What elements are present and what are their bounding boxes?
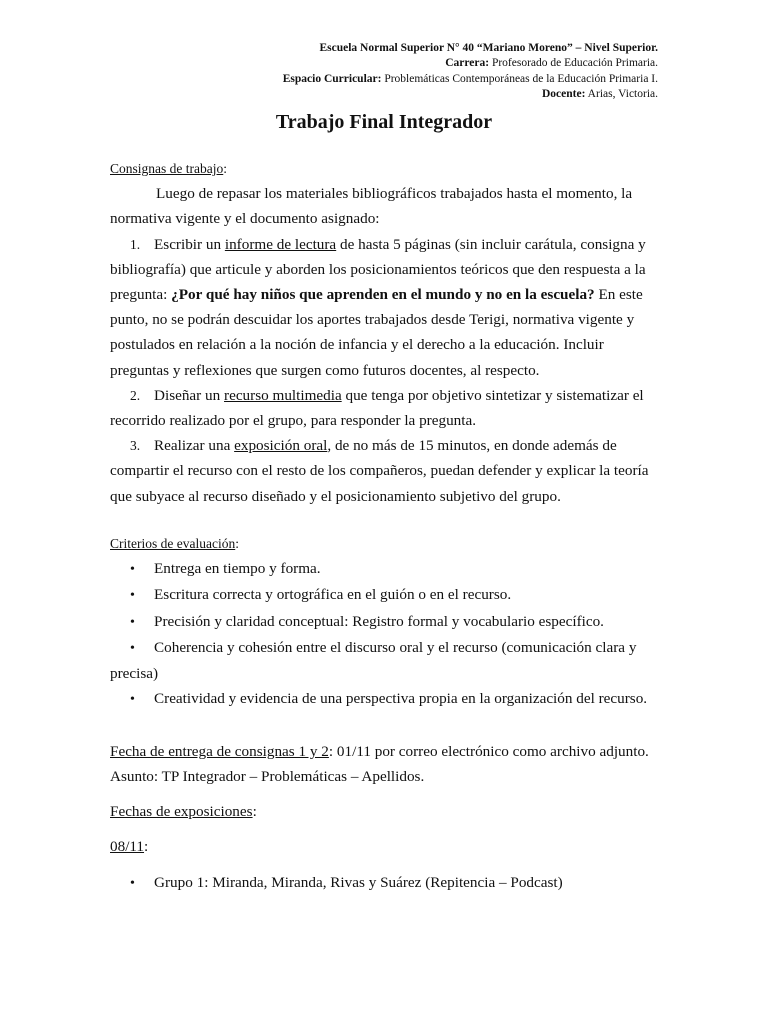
- consignas-intro: Luego de repasar los materiales bibliográficos trabajados hasta el momento, la normativa vigente y el documento asignado:: [110, 185, 633, 228]
- exposiciones-date: 08/11:: [110, 838, 149, 855]
- exposiciones-heading: Fechas de exposiciones:: [110, 803, 257, 820]
- criterios-section: [110, 531, 658, 712]
- school-name: Escuela Normal Superior N° 40 “Mariano Moreno” – Nivel Superior.: [319, 42, 658, 54]
- entrega-paragraph: Fecha de entrega de consignas 1 y 2: 01/11 por correo electrónico como archivo adjunto. Asunto: TP Integrador – Problemáticas – Apellidos.: [110, 743, 649, 786]
- consigna-item: 1. Escribir un informe de lectura de hasta 5 páginas (sin incluir carátula, consigna y bibliografía) que articule y aborden los posicionamientos teóricos que den respuesta a la pregunta: ¿Por qué hay niños que aprenden en el mundo y no en la escuela? En este punto, no se podrán descuidar los aportes trabajados desde Terigi, normativa vigente y postulados en relación a la noción de infancia y el derecho a la educación. Incluir preguntas y reflexiones que surgen como futuros docentes, al respecto.: [110, 235, 646, 379]
- consigna-item: 3. Realizar una exposición oral, de no más de 15 minutos, en donde además de compartir el recurso con el resto de los compañeros, puedan defender y explicar la teoría que subyace al recurso diseñado y el posicionamiento subjetivo del grupo.: [110, 437, 649, 505]
- criterio-item: • Creatividad y evidencia de una perspectiva propia en la organización del recurso.: [130, 690, 648, 708]
- criterio-item: • Escritura correcta y ortográfica en el guión o en el recurso.: [130, 586, 512, 604]
- criterio-item: • Entrega en tiempo y forma.: [130, 560, 321, 578]
- docente-line: Docente: Arias, Victoria.: [542, 87, 658, 100]
- consignas-section: [110, 156, 658, 509]
- document-title: Trabajo Final Integrador: [275, 111, 493, 133]
- criterio-item: • Precisión y claridad conceptual: Registro formal y vocabulario específico.: [130, 612, 604, 630]
- exposiciones-groups: [110, 870, 658, 896]
- criterios-heading: Criterios de evaluación:: [110, 536, 239, 551]
- consigna-item: 2. Diseñar un recurso multimedia que tenga por objetivo sintetizar y sistematizar el recorrido realizado por el grupo, para responder la pregunta.: [110, 386, 644, 430]
- carrera-line: Carrera: Profesorado de Educación Primaria.: [445, 57, 658, 70]
- entrega-section: [110, 739, 658, 789]
- group-item: • Grupo 1: Miranda, Miranda, Rivas y Suárez (Repitencia – Podcast): [130, 874, 563, 891]
- espacio-curricular-line: Espacio Curricular: Problemáticas Contemporáneas de la Educación Primaria I.: [282, 72, 658, 85]
- criterio-item: • Coherencia y cohesión entre el discurso oral y el recurso (comunicación clara y precisa): [110, 638, 637, 683]
- document-header: [283, 41, 658, 102]
- consignas-heading: Consignas de trabajo:: [110, 161, 227, 176]
